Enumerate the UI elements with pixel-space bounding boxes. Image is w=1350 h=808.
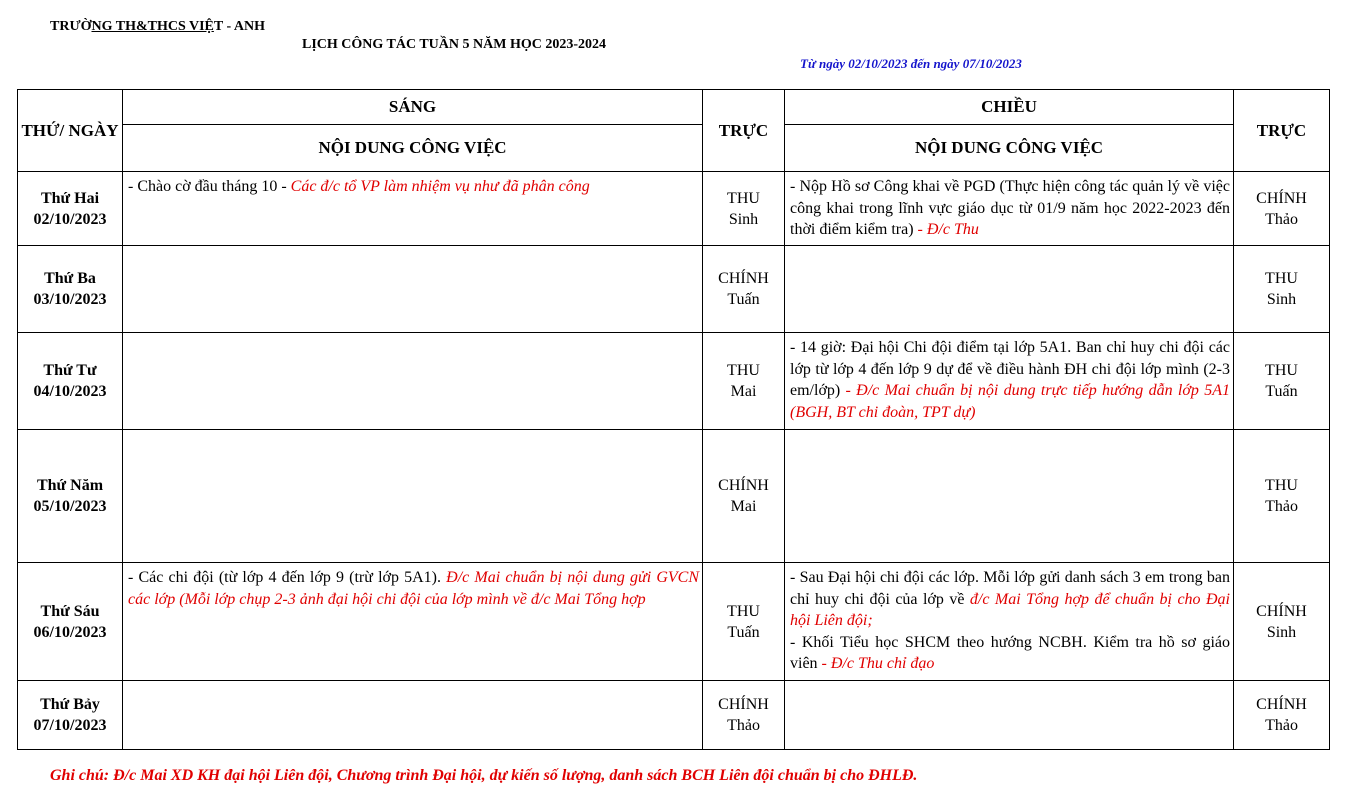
school-name [50,19,265,35]
day-cell [18,563,123,681]
duty-person: Thảo [727,717,760,734]
duty-person: Thảo [1265,717,1298,734]
morning-duty [703,681,785,750]
day-date: 07/10/2023 [33,717,107,734]
table-row [18,333,1330,430]
afternoon-assignee-2: - Đ/c Thu chỉ đạo [821,655,935,672]
duty-role: THU [1265,477,1298,494]
header-morning: SÁNG [123,90,703,125]
morning-content [123,333,703,430]
morning-content [123,681,703,750]
duty-person: Sinh [728,210,759,228]
duty-person: Tuấn [727,291,760,308]
afternoon-assignee: đ/c Mai Tổng hợp để chuẩn bị cho Đại hội Liên đội; [790,590,1231,629]
table-row [18,172,1330,246]
afternoon-duty [1234,333,1330,430]
afternoon-duty [1234,430,1330,563]
day-date: 02/10/2023 [33,210,107,228]
afternoon-duty [1234,172,1330,246]
morning-content [123,563,703,681]
duty-role: CHÍNH [718,270,769,287]
school-name-suffix: T - ANH [213,19,265,34]
header-content-morning: NỘI DUNG CÔNG VIỆC [123,125,703,172]
afternoon-text: - 14 giờ: Đại hội Chi đội điểm tại lớp 5A1. Ban chỉ huy chi đội các lớp từ lớp 4 đến lớp 9 dự để về điều hành ĐH chi đội lớp mình (2-3 em/lớp) [790,339,1230,399]
footnote: Ghi chú: Đ/c Mai XD KH đại hội Liên đội, Chương trình Đại hội, dự kiến số lượng, danh sách BCH Liên đội chuẩn bị cho ĐHLĐ. [50,767,918,784]
table-row [18,246,1330,333]
duty-person: Thảo [1265,498,1298,515]
afternoon-text: - Sau Đại hội chi đội các lớp. Mỗi lớp gửi danh sách 3 em trong ban chỉ huy chi đội của lớp về [790,569,1230,608]
day-name: Thứ Sáu [40,602,100,620]
header-duty-morning: TRỰC [703,90,785,172]
duty-person: Thảo [1265,210,1298,228]
afternoon-duty [1234,681,1330,750]
day-cell [18,681,123,750]
duty-person: Mai [730,383,757,400]
table-row [18,681,1330,750]
school-name-prefix: TRƯỜ [50,19,92,34]
morning-text: - Chào cờ đầu tháng 10 - [128,178,291,195]
morning-content [123,246,703,333]
day-name: Thứ Năm [36,477,104,494]
school-name-underlined: NG TH&THCS VIỆ [91,19,214,34]
afternoon-text: - Nộp Hồ sơ Công khai về PGD (Thực hiện công tác quản lý về việc công khai trong lĩnh vực giáo dục từ 01/9 năm học 2022-2023 đến thời điểm kiểm tra) [790,178,1230,238]
afternoon-content [785,246,1234,333]
day-date: 06/10/2023 [33,623,107,641]
day-name: Thứ Ba [44,270,96,287]
duty-role: CHÍNH [1256,189,1307,207]
header-afternoon: CHIỀU [785,90,1234,125]
header-duty-afternoon: TRỰC [1234,90,1330,172]
duty-role: THU [1265,362,1298,379]
duty-role: THU [727,362,760,379]
day-name: Thứ Bảy [40,696,100,713]
header-row-1 [18,90,1330,125]
duty-role: CHÍNH [718,477,769,494]
duty-person: Sinh [1266,291,1297,308]
duty-person: Sinh [1266,623,1297,641]
date-range: Từ ngày 02/10/2023 đến ngày 07/10/2023 [800,56,1022,71]
afternoon-content [785,430,1234,563]
day-cell [18,172,123,246]
afternoon-content [785,333,1234,430]
duty-person: Tuấn [727,623,760,641]
duty-role: THU [727,189,760,207]
duty-role: CHÍNH [1256,696,1307,713]
duty-role: CHÍNH [1256,602,1307,620]
duty-role: CHÍNH [718,696,769,713]
afternoon-assignee: - Đ/c Mai chuẩn bị nội dung trực tiếp hướng dẫn lớp 5A1 (BGH, BT chi đoàn, TPT dự) [790,382,1230,421]
day-cell [18,430,123,563]
morning-duty [703,246,785,333]
morning-text: - Các chi đội (từ lớp 4 đến lớp 9 (trừ lớp 5A1). [128,569,447,586]
afternoon-content [785,681,1234,750]
afternoon-content [785,172,1234,246]
day-date: 03/10/2023 [33,291,107,308]
day-name: Thứ Hai [40,189,100,207]
page-title: LỊCH CÔNG TÁC TUẦN 5 NĂM HỌC 2023-2024 [302,37,606,52]
day-date: 05/10/2023 [33,498,107,515]
header-content-afternoon: NỘI DUNG CÔNG VIỆC [785,125,1234,172]
afternoon-assignee: - Đ/c Thu [917,221,979,238]
duty-role: THU [727,602,760,620]
table-row [18,563,1330,681]
day-name: Thứ Tư [43,362,97,379]
morning-assignee: Đ/c Mai chuẩn bị nội dung gửi GVCN các lớp (Mỗi lớp chụp 2-3 ảnh đại hội chi đội của lớp mình về đ/c Mai Tổng hợp [128,569,699,608]
morning-assignee: Các đ/c tổ VP làm nhiệm vụ như đã phân công [290,178,590,195]
schedule-table [17,89,1330,750]
day-cell [18,333,123,430]
table-row [18,430,1330,563]
morning-duty [703,563,785,681]
morning-content [123,172,703,246]
day-date: 04/10/2023 [33,383,107,400]
duty-role: THU [1265,270,1298,287]
afternoon-duty [1234,246,1330,333]
duty-person: Tuấn [1265,383,1298,400]
afternoon-content [785,563,1234,681]
morning-content [123,430,703,563]
morning-duty [703,333,785,430]
afternoon-duty [1234,563,1330,681]
morning-duty [703,430,785,563]
day-cell [18,246,123,333]
duty-person: Mai [730,498,757,515]
afternoon-text-2: - Khối Tiểu học SHCM theo hướng NCBH. Kiểm tra hồ sơ giáo viên [790,633,1230,672]
header-day: THỨ/ NGÀY [18,90,123,172]
morning-duty [703,172,785,246]
header-row-2 [18,125,1330,172]
